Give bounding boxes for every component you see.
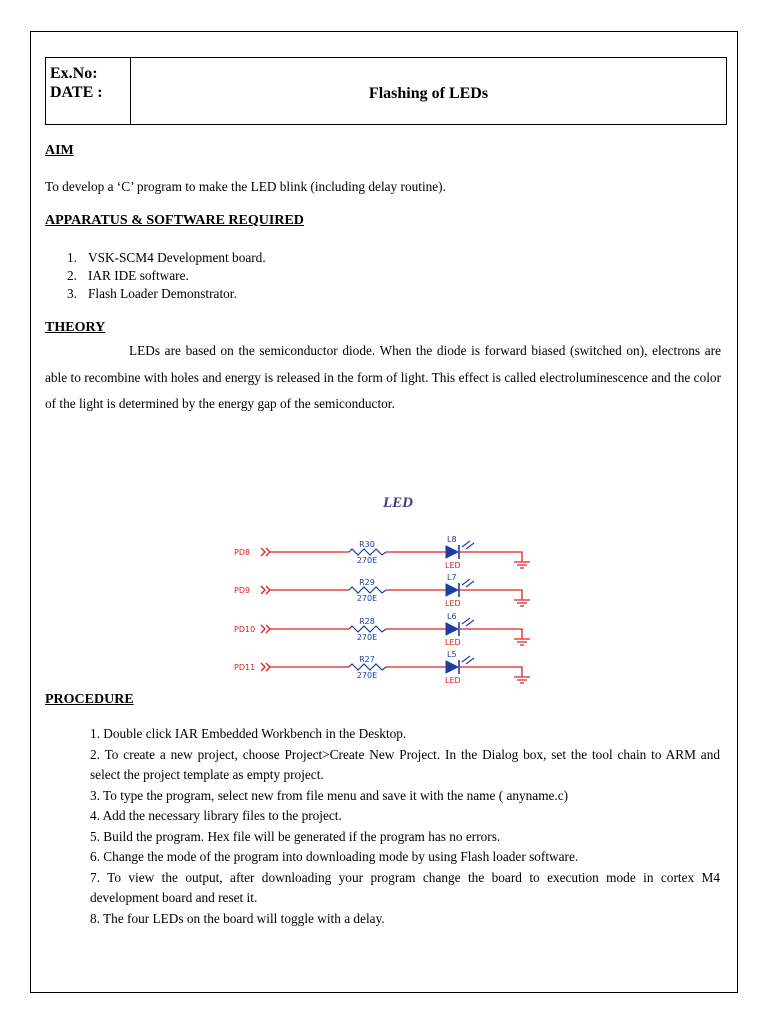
led-schematic [226, 457, 526, 685]
resistor-value: 270E [356, 594, 378, 603]
led-symbol [446, 623, 458, 635]
wire [460, 552, 522, 562]
connector-arrow [261, 663, 270, 671]
item-text: IAR IDE software. [88, 268, 189, 283]
led-ref-label: L5 [447, 650, 457, 659]
port-label: PD9 [234, 586, 251, 595]
port-label: PD10 [234, 625, 256, 634]
resistor-value: 270E [356, 671, 378, 680]
procedure-step: 7. To view the output, after downloading your program change the board to execution mode in cortex M4 development board and reset it. [90, 869, 720, 905]
procedure-step: 1. Double click IAR Embedded Workbench in the Desktop. [90, 726, 407, 741]
resistor-label: R29 [359, 578, 375, 587]
item-number: 3. [67, 286, 77, 301]
header-table [45, 57, 727, 125]
resistor-symbol [349, 626, 386, 632]
wire [460, 667, 522, 677]
light-arrows-icon [462, 541, 474, 549]
item-text: VSK-SCM4 Development board. [88, 250, 266, 265]
ground-icon [514, 639, 530, 645]
led-type-label: LED [445, 561, 461, 570]
resistor-label: R27 [359, 655, 375, 664]
apparatus-heading: APPARATUS & SOFTWARE REQUIRED [45, 213, 304, 228]
procedure-step: 8. The four LEDs on the board will toggle with a delay. [90, 910, 385, 926]
header-left-cell [46, 58, 131, 124]
led-symbol [446, 661, 458, 673]
ground-icon [514, 600, 530, 606]
led-ref-label: L8 [447, 535, 457, 544]
port-label: PD8 [234, 548, 251, 557]
exno-label: Ex.No: [50, 65, 98, 82]
resistor-value: 270E [356, 633, 378, 642]
resistor-label: R30 [359, 540, 375, 549]
led-type-label: LED [445, 599, 461, 608]
procedure-step: 3. To type the program, select new from file menu and save it with the name ( anyname.c) [90, 787, 569, 803]
apparatus-item [67, 249, 266, 267]
procedure-step: 6. Change the mode of the program into downloading mode by using Flash loader software. [90, 849, 579, 864]
light-arrows-icon [462, 656, 474, 664]
connector-arrow [261, 625, 270, 633]
led-symbol [446, 546, 458, 558]
ground-icon [514, 677, 530, 683]
aim-heading: AIM [45, 143, 74, 158]
item-number: 1. [67, 250, 77, 265]
item-number: 2. [67, 268, 77, 283]
light-arrows-icon [462, 579, 474, 587]
led-type-label: LED [445, 638, 461, 647]
resistor-symbol [349, 587, 386, 593]
item-text: Flash Loader Demonstrator. [88, 286, 237, 301]
apparatus-item [67, 285, 266, 303]
led-ref-label: L6 [447, 612, 457, 621]
ground-icon [514, 562, 530, 568]
resistor-symbol [349, 664, 386, 670]
connector-arrow [261, 548, 270, 556]
procedure-heading: PROCEDURE [45, 692, 134, 707]
procedure-step: 4. Add the necessary library files to the project. [90, 808, 342, 823]
led-symbol [446, 584, 458, 596]
port-label: PD11 [234, 663, 256, 672]
date-label: DATE : [50, 84, 103, 101]
connector-arrow [261, 586, 270, 594]
theory-heading: THEORY [45, 320, 106, 335]
theory-text: LEDs are based on the semiconductor diode. When the diode is forward biased (switched on), electrons are able to recombine with holes and energy is released in the form of light. This effect is called electroluminescence and the color of the light is determined by the energy gap of the semiconductor. [45, 343, 721, 411]
led-type-label: LED [445, 676, 461, 685]
schematic-title: LED [383, 495, 413, 511]
procedure-step: 2. To create a new project, choose Project>Create New Project. In the Dialog box, set the tool chain to ARM and select the project template as empty project. [90, 746, 720, 782]
page-title: Flashing of LEDs [368, 85, 489, 102]
resistor-value: 270E [356, 556, 378, 565]
apparatus-item [67, 267, 266, 285]
apparatus-list [67, 249, 266, 303]
aim-text: To develop a ‘C’ program to make the LED blink (including delay routine). [45, 179, 446, 194]
resistor-symbol [349, 549, 386, 555]
led-ref-label: L7 [447, 573, 457, 582]
procedure-step: 5. Build the program. Hex file will be generated if the program has no errors. [90, 828, 501, 844]
wire [460, 590, 522, 600]
resistor-label: R28 [359, 617, 375, 626]
document-page [30, 31, 738, 993]
procedure-list [90, 724, 720, 929]
wire [460, 629, 522, 639]
light-arrows-icon [462, 618, 474, 626]
